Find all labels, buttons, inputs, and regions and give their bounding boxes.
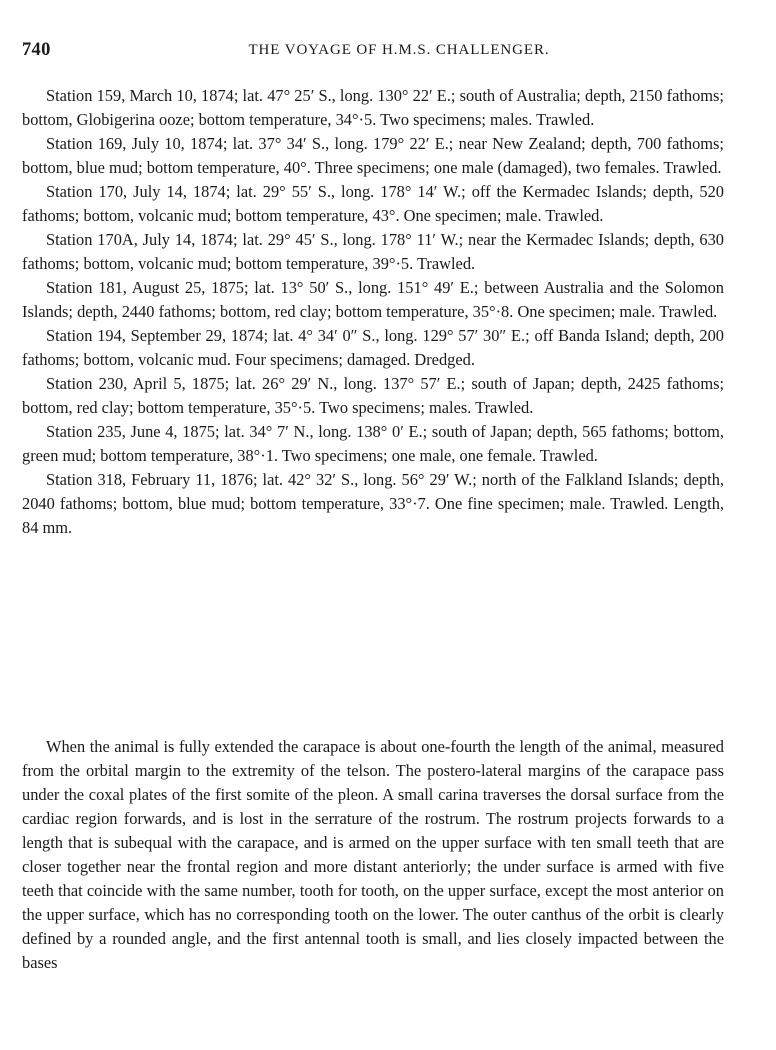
description-paragraph: When the animal is fully extended the carapace is about one-fourth the length of the animal, measured from the orbital margin to the extremity of the telson. The postero-lateral margins of the carapace pass under the coxal plates of the first somite of the pleon. A small carina traverses the dorsal surface from the cardiac region forwards, and is lost in the serrature of the rostrum. The rostrum projects forwards to a length that is subequal with the carapace, and is armed on the upper surface with ten small teeth that are closer together near the frontal region and more distant anteriorly; the under surface is armed with five teeth that coincide with the same number, tooth for tooth, on the upper surface, except the most anterior on the upper surface, which has no corresponding tooth on the lower. The outer canthus of the orbit is clearly defined by a rounded angle, and the first antennal tooth is small, and lies closely impacted between the bases (22, 737, 724, 972)
station-records (22, 84, 724, 540)
page-number: 740 (22, 40, 51, 60)
station-record: Station 169, July 10, 1874; lat. 37° 34′ S., long. 179° 22′ E.; near New Zealand; depth, 700 fathoms; bottom, blue mud; bottom temperature, 40°. Three specimens; one male (damaged), two females. Trawled. (22, 134, 724, 177)
station-record: Station 170, July 14, 1874; lat. 29° 55′ S., long. 178° 14′ W.; off the Kermadec Islands; depth, 520 fathoms; bottom, volcanic mud; bottom temperature, 43°. One specimen; male. Trawled. (22, 182, 724, 225)
station-record: Station 235, June 4, 1875; lat. 34° 7′ N., long. 138° 0′ E.; south of Japan; depth, 565 fathoms; bottom, green mud; bottom temperature, 38°·1. Two specimens; one male, one female. Trawled. (22, 422, 724, 465)
page-header (22, 40, 736, 64)
description-section (22, 735, 724, 975)
station-record: Station 159, March 10, 1874; lat. 47° 25′ S., long. 130° 22′ E.; south of Australia; depth, 2150 fathoms; bottom, Globigerina ooze; bottom temperature, 34°·5. Two specimens; males. Trawled. (22, 86, 724, 129)
running-title: THE VOYAGE OF H.M.S. CHALLENGER. (248, 42, 550, 58)
station-record: Station 194, September 29, 1874; lat. 4° 34′ 0″ S., long. 129° 57′ 30″ E.; off Banda Island; depth, 200 fathoms; bottom, volcanic mud. Four specimens; damaged. Dredged. (22, 326, 724, 369)
station-record: Station 230, April 5, 1875; lat. 26° 29′ N., long. 137° 57′ E.; south of Japan; depth, 2425 fathoms; bottom, red clay; bottom temperature, 35°·5. Two specimens; males. Trawled. (22, 374, 724, 417)
station-record: Station 181, August 25, 1875; lat. 13° 50′ S., long. 151° 49′ E.; between Australia and the Solomon Islands; depth, 2440 fathoms; bottom, red clay; bottom temperature, 35°·8. One specimen; male. Trawled. (22, 278, 724, 321)
station-record: Station 318, February 11, 1876; lat. 42° 32′ S., long. 56° 29′ W.; north of the Falkland Islands; depth, 2040 fathoms; bottom, blue mud; bottom temperature, 33°·7. One fine specimen; male. Trawled. Length, 84 mm. (22, 470, 724, 537)
station-record: Station 170A, July 14, 1874; lat. 29° 45′ S., long. 178° 11′ W.; near the Kermadec Islands; depth, 630 fathoms; bottom, volcanic mud; bottom temperature, 39°·5. Trawled. (22, 230, 724, 273)
